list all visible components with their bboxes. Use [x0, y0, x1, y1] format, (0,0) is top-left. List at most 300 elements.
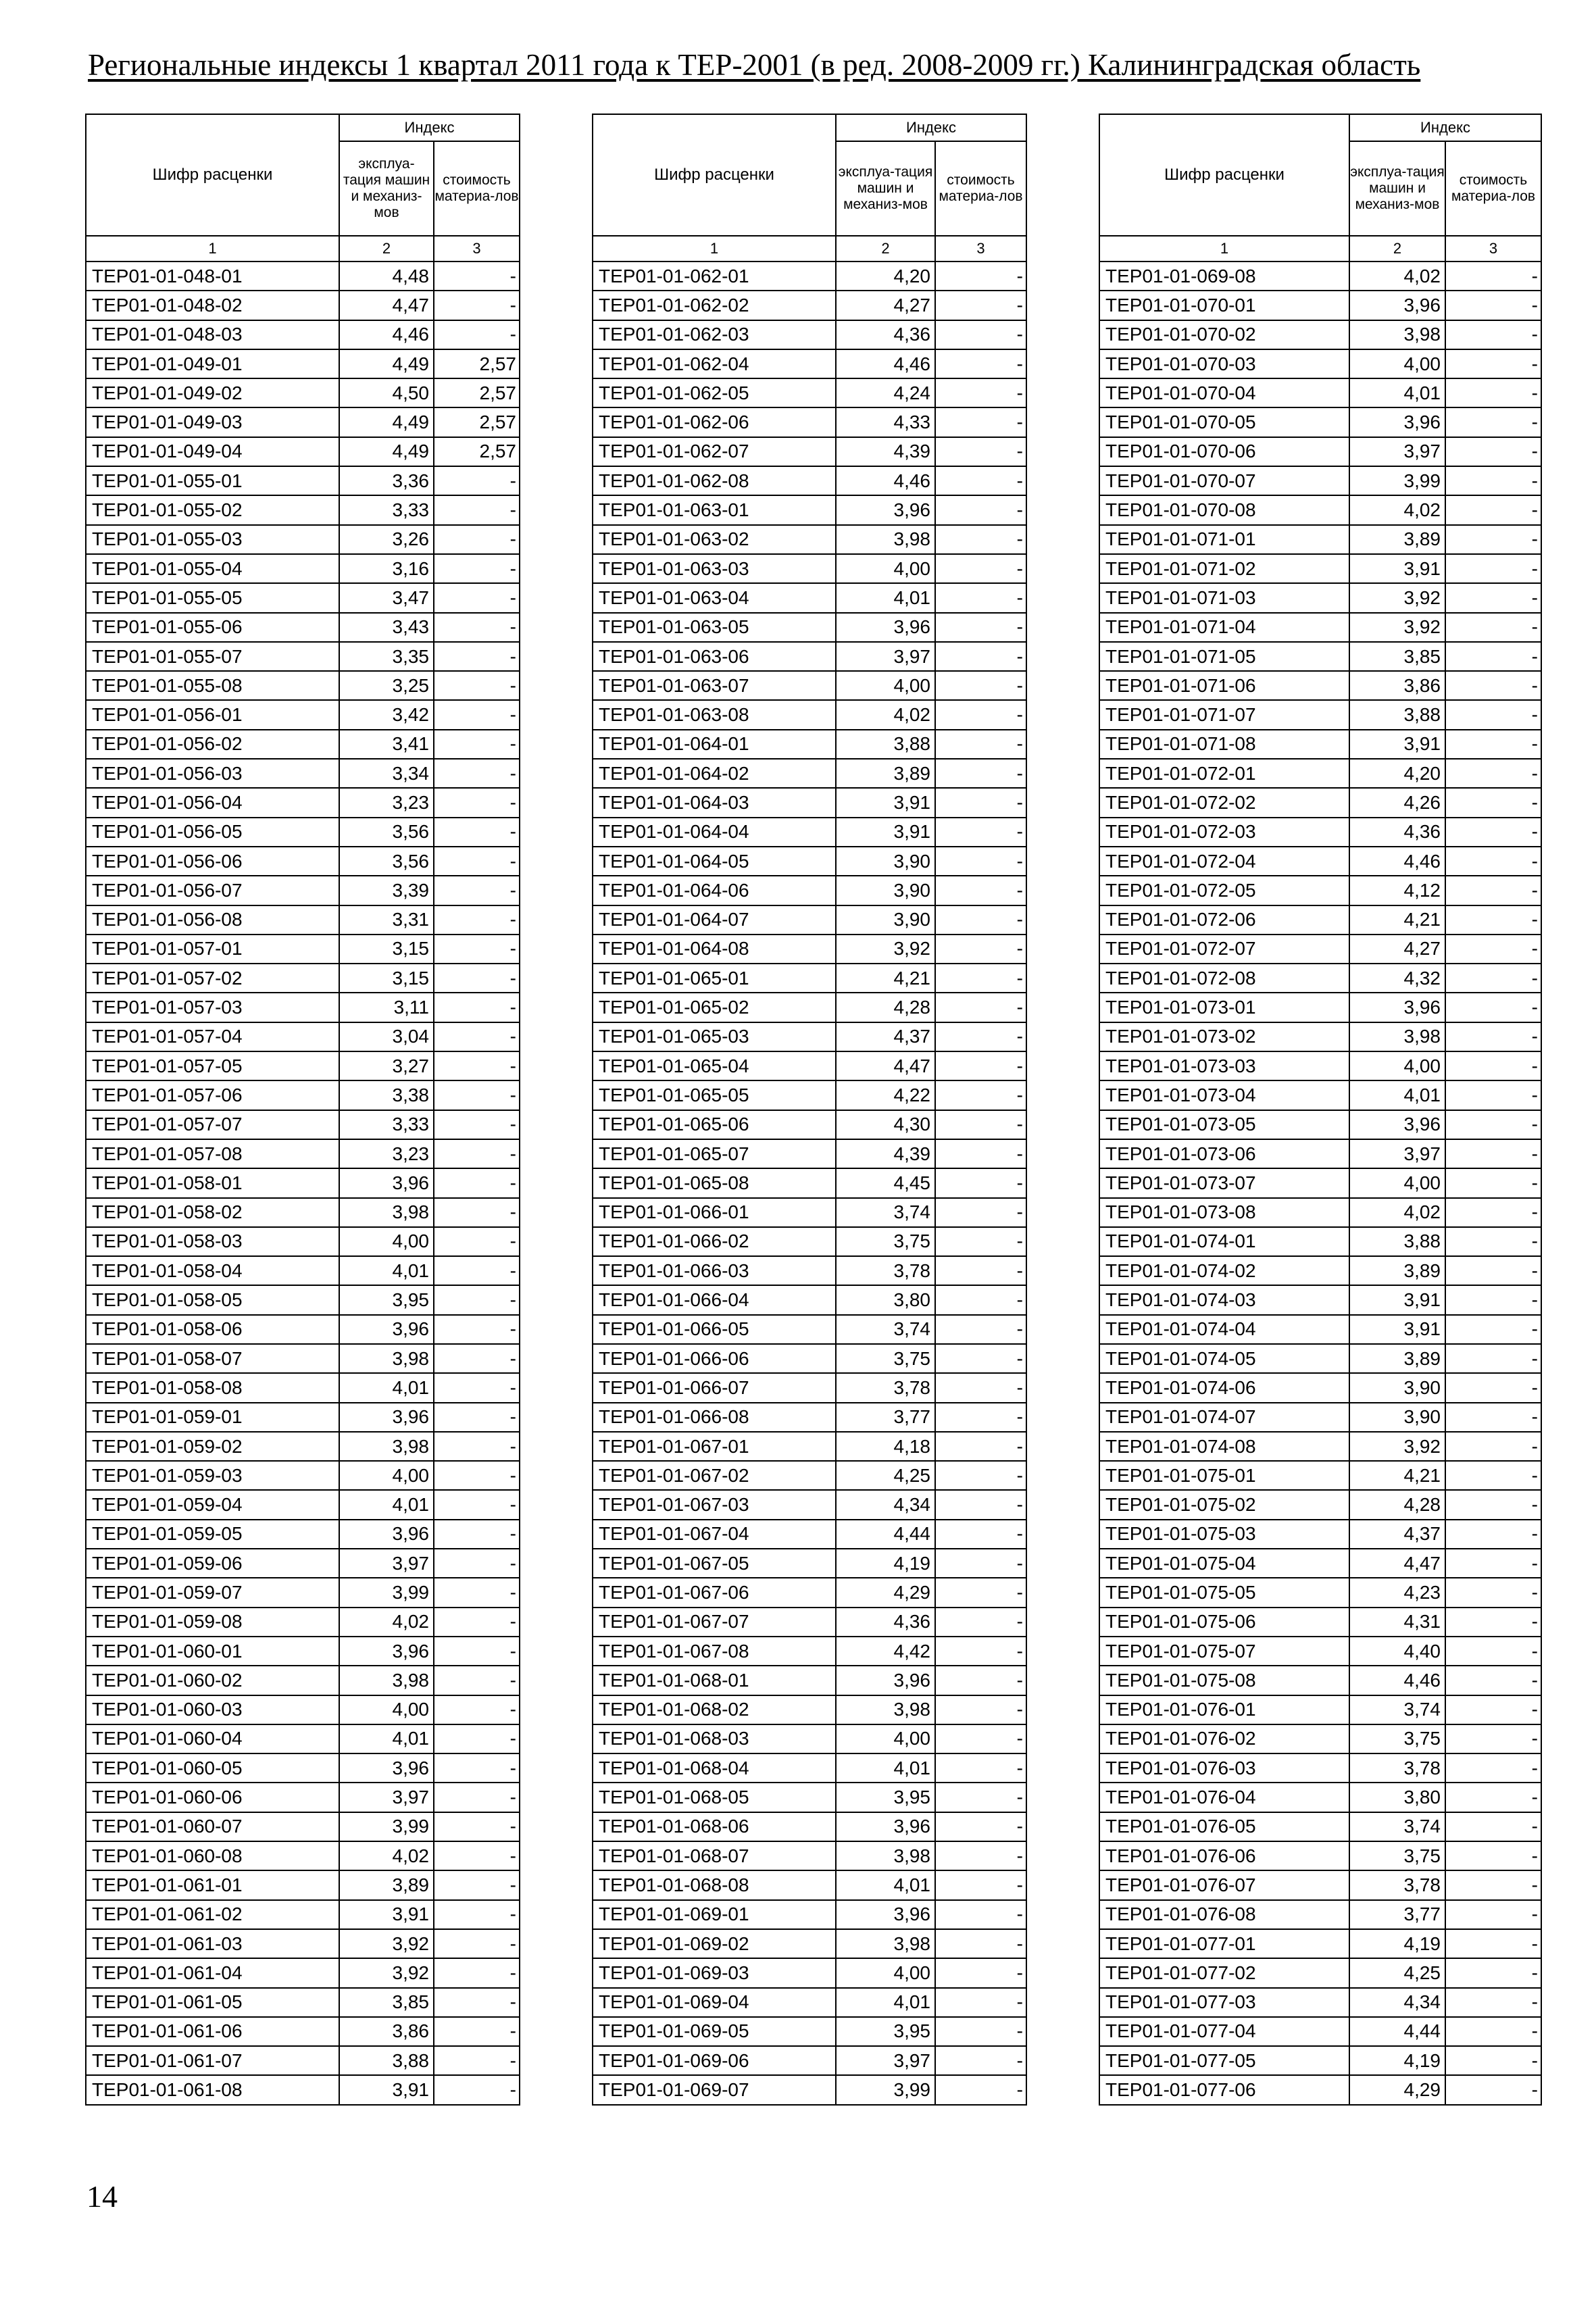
materials-index-cell: -	[434, 1753, 520, 1783]
rate-cipher-cell: ТЕР01-01-056-02	[86, 730, 339, 759]
materials-index-cell: -	[935, 642, 1026, 671]
machines-index-cell: 3,96	[1349, 407, 1445, 437]
table-row	[1099, 583, 1541, 612]
materials-index-cell: -	[935, 759, 1026, 788]
machines-index-cell: 3,96	[1349, 993, 1445, 1022]
materials-index-cell: -	[1445, 1900, 1541, 1929]
materials-index-cell: -	[935, 1198, 1026, 1227]
table-row	[1099, 613, 1541, 642]
machines-index-cell: 4,36	[836, 320, 935, 349]
table-row	[593, 847, 1026, 876]
rate-cipher-cell: ТЕР01-01-055-07	[86, 642, 339, 671]
table-row	[593, 1520, 1026, 1549]
machines-index-cell: 4,00	[836, 671, 935, 700]
table-row	[86, 876, 520, 905]
machines-index-cell: 3,99	[339, 1812, 434, 1841]
machines-index-cell: 4,00	[339, 1461, 434, 1490]
index-table-3	[1099, 114, 1542, 2106]
table-row	[1099, 1461, 1541, 1490]
header-col-number: 3	[935, 236, 1026, 262]
materials-index-cell: -	[935, 1051, 1026, 1080]
materials-index-cell: -	[1445, 964, 1541, 993]
machines-index-cell: 3,98	[836, 525, 935, 554]
materials-index-cell: -	[935, 1900, 1026, 1929]
header-col-number: 2	[1349, 236, 1445, 262]
rate-cipher-cell: ТЕР01-01-049-04	[86, 437, 339, 466]
table-row	[593, 1256, 1026, 1285]
materials-index-cell: -	[1445, 1168, 1541, 1197]
materials-index-cell: -	[434, 1666, 520, 1695]
rate-cipher-cell: ТЕР01-01-058-03	[86, 1227, 339, 1256]
materials-index-cell: -	[935, 905, 1026, 935]
rate-cipher-cell: ТЕР01-01-065-04	[593, 1051, 836, 1080]
rate-cipher-cell: ТЕР01-01-058-07	[86, 1344, 339, 1373]
machines-index-cell: 3,97	[1349, 1139, 1445, 1168]
materials-index-cell: -	[434, 1080, 520, 1110]
machines-index-cell: 4,49	[339, 407, 434, 437]
materials-index-cell: -	[1445, 1929, 1541, 1958]
materials-index-cell: -	[935, 291, 1026, 320]
machines-index-cell: 3,96	[836, 1666, 935, 1695]
index-table-1	[85, 114, 520, 2106]
machines-index-cell: 3,96	[836, 1812, 935, 1841]
machines-index-cell: 3,88	[1349, 1227, 1445, 1256]
machines-index-cell: 4,48	[339, 262, 434, 291]
materials-index-cell: -	[935, 378, 1026, 407]
materials-index-cell: -	[935, 349, 1026, 378]
machines-index-cell: 3,04	[339, 1022, 434, 1051]
materials-index-cell: -	[935, 1315, 1026, 1344]
table-row	[86, 1490, 520, 1519]
rate-cipher-cell: ТЕР01-01-063-07	[593, 671, 836, 700]
rate-cipher-cell: ТЕР01-01-066-06	[593, 1344, 836, 1373]
machines-index-cell: 3,85	[1349, 642, 1445, 671]
machines-index-cell: 3,98	[339, 1666, 434, 1695]
materials-index-cell: -	[434, 1988, 520, 2017]
table-row	[86, 1256, 520, 1285]
machines-index-cell: 3,78	[1349, 1753, 1445, 1783]
machines-index-cell: 3,90	[836, 847, 935, 876]
materials-index-cell: -	[935, 1666, 1026, 1695]
table-row	[86, 1870, 520, 1899]
table-row	[86, 407, 520, 437]
machines-index-cell: 4,00	[836, 1958, 935, 1987]
table-row	[1099, 1110, 1541, 1139]
rate-cipher-cell: ТЕР01-01-068-01	[593, 1666, 836, 1695]
machines-index-cell: 4,01	[1349, 378, 1445, 407]
rate-cipher-cell: ТЕР01-01-060-06	[86, 1783, 339, 1812]
materials-index-cell: -	[935, 1256, 1026, 1285]
table-row	[1099, 964, 1541, 993]
rate-cipher-cell: ТЕР01-01-056-01	[86, 700, 339, 729]
table-row	[86, 671, 520, 700]
header-cipher: Шифр расценки	[593, 114, 836, 236]
materials-index-cell: -	[434, 613, 520, 642]
table-row	[1099, 437, 1541, 466]
rate-cipher-cell: ТЕР01-01-076-06	[1099, 1841, 1349, 1870]
machines-index-cell: 3,77	[836, 1403, 935, 1432]
machines-index-cell: 3,74	[1349, 1812, 1445, 1841]
materials-index-cell: -	[935, 2017, 1026, 2046]
rate-cipher-cell: ТЕР01-01-063-02	[593, 525, 836, 554]
table-row	[1099, 935, 1541, 964]
table-row	[86, 1373, 520, 1402]
machines-index-cell: 4,21	[836, 964, 935, 993]
table-row	[86, 1549, 520, 1578]
table-row	[1099, 1168, 1541, 1197]
rate-cipher-cell: ТЕР01-01-065-02	[593, 993, 836, 1022]
machines-index-cell: 3,90	[836, 876, 935, 905]
machines-index-cell: 4,01	[1349, 1080, 1445, 1110]
table-row	[593, 1315, 1026, 1344]
materials-index-cell: -	[935, 1022, 1026, 1051]
materials-index-cell: -	[1445, 847, 1541, 876]
machines-index-cell: 3,89	[339, 1870, 434, 1899]
rate-cipher-cell: ТЕР01-01-071-05	[1099, 642, 1349, 671]
rate-cipher-cell: ТЕР01-01-057-04	[86, 1022, 339, 1051]
machines-index-cell: 3,36	[339, 466, 434, 495]
machines-index-cell: 4,02	[1349, 1198, 1445, 1227]
materials-index-cell: -	[935, 1988, 1026, 2017]
table-row	[593, 759, 1026, 788]
table-row	[1099, 1900, 1541, 1929]
table-row	[86, 262, 520, 291]
rate-cipher-cell: ТЕР01-01-063-08	[593, 700, 836, 729]
table-row	[1099, 378, 1541, 407]
machines-index-cell: 3,99	[339, 1578, 434, 1607]
rate-cipher-cell: ТЕР01-01-077-01	[1099, 1929, 1349, 1958]
rate-cipher-cell: ТЕР01-01-076-03	[1099, 1753, 1349, 1783]
table-row	[86, 1783, 520, 1812]
table-row	[1099, 1958, 1541, 1987]
rate-cipher-cell: ТЕР01-01-059-03	[86, 1461, 339, 1490]
rate-cipher-cell: ТЕР01-01-070-06	[1099, 437, 1349, 466]
header-col-number: 2	[339, 236, 434, 262]
rate-cipher-cell: ТЕР01-01-073-06	[1099, 1139, 1349, 1168]
table-row	[86, 1227, 520, 1256]
machines-index-cell: 3,80	[836, 1285, 935, 1314]
machines-index-cell: 3,88	[339, 2046, 434, 2075]
rate-cipher-cell: ТЕР01-01-076-04	[1099, 1783, 1349, 1812]
rate-cipher-cell: ТЕР01-01-074-07	[1099, 1403, 1349, 1432]
materials-index-cell: -	[434, 1461, 520, 1490]
materials-index-cell: -	[434, 1432, 520, 1461]
materials-index-cell: -	[434, 905, 520, 935]
materials-index-cell: -	[1445, 1958, 1541, 1987]
machines-index-cell: 4,49	[339, 349, 434, 378]
table-row	[593, 2017, 1026, 2046]
table-row	[1099, 1432, 1541, 1461]
rate-cipher-cell: ТЕР01-01-072-06	[1099, 905, 1349, 935]
header-col-number: 3	[434, 236, 520, 262]
rate-cipher-cell: ТЕР01-01-069-08	[1099, 262, 1349, 291]
machines-index-cell: 3,75	[836, 1344, 935, 1373]
table-row	[1099, 1608, 1541, 1637]
table-row	[593, 1841, 1026, 1870]
table-row	[593, 495, 1026, 524]
machines-index-cell: 3,31	[339, 905, 434, 935]
table-row	[86, 993, 520, 1022]
materials-index-cell: -	[434, 1608, 520, 1637]
materials-index-cell: -	[1445, 1988, 1541, 2017]
machines-index-cell: 4,26	[1349, 788, 1445, 817]
table-row	[86, 818, 520, 847]
rate-cipher-cell: ТЕР01-01-070-05	[1099, 407, 1349, 437]
machines-index-cell: 4,46	[836, 349, 935, 378]
table-row	[86, 1637, 520, 1666]
materials-index-cell: -	[1445, 1256, 1541, 1285]
table-row	[1099, 1373, 1541, 1402]
index-table-2	[592, 114, 1027, 2106]
materials-index-cell: -	[1445, 730, 1541, 759]
rate-cipher-cell: ТЕР01-01-074-03	[1099, 1285, 1349, 1314]
machines-index-cell: 4,36	[1349, 818, 1445, 847]
machines-index-cell: 3,95	[836, 2017, 935, 2046]
table-row	[1099, 1637, 1541, 1666]
machines-index-cell: 3,90	[1349, 1373, 1445, 1402]
machines-index-cell: 3,96	[1349, 291, 1445, 320]
table-row	[86, 2075, 520, 2104]
table-row	[86, 554, 520, 583]
table-row	[86, 1753, 520, 1783]
rate-cipher-cell: ТЕР01-01-064-04	[593, 818, 836, 847]
table-row	[1099, 788, 1541, 817]
table-row	[593, 671, 1026, 700]
materials-index-cell: -	[1445, 993, 1541, 1022]
table-row	[593, 378, 1026, 407]
table-row	[1099, 2075, 1541, 2104]
header-machines: эксплуа-тация машин и механиз-мов	[1349, 141, 1445, 236]
rate-cipher-cell: ТЕР01-01-063-04	[593, 583, 836, 612]
rate-cipher-cell: ТЕР01-01-062-01	[593, 262, 836, 291]
header-col-number: 3	[1445, 236, 1541, 262]
machines-index-cell: 3,92	[339, 1929, 434, 1958]
materials-index-cell: 2,57	[434, 349, 520, 378]
materials-index-cell: 2,57	[434, 437, 520, 466]
materials-index-cell: -	[935, 1432, 1026, 1461]
materials-index-cell: -	[1445, 291, 1541, 320]
table-row	[593, 1870, 1026, 1899]
table-row	[593, 788, 1026, 817]
rate-cipher-cell: ТЕР01-01-066-01	[593, 1198, 836, 1227]
machines-index-cell: 3,91	[339, 2075, 434, 2104]
machines-index-cell: 3,97	[1349, 437, 1445, 466]
rate-cipher-cell: ТЕР01-01-062-03	[593, 320, 836, 349]
table-row	[593, 1403, 1026, 1432]
rate-cipher-cell: ТЕР01-01-064-03	[593, 788, 836, 817]
table-row	[86, 437, 520, 466]
materials-index-cell: -	[434, 1637, 520, 1666]
table-row	[593, 818, 1026, 847]
rate-cipher-cell: ТЕР01-01-067-08	[593, 1637, 836, 1666]
rate-cipher-cell: ТЕР01-01-061-02	[86, 1900, 339, 1929]
machines-index-cell: 3,96	[339, 1403, 434, 1432]
rate-cipher-cell: ТЕР01-01-061-01	[86, 1870, 339, 1899]
machines-index-cell: 3,97	[339, 1783, 434, 1812]
machines-index-cell: 3,97	[836, 642, 935, 671]
materials-index-cell: -	[935, 1812, 1026, 1841]
materials-index-cell: -	[935, 993, 1026, 1022]
table-row	[593, 1198, 1026, 1227]
materials-index-cell: -	[434, 1958, 520, 1987]
rate-cipher-cell: ТЕР01-01-075-08	[1099, 1666, 1349, 1695]
materials-index-cell: -	[935, 1870, 1026, 1899]
rate-cipher-cell: ТЕР01-01-071-04	[1099, 613, 1349, 642]
machines-index-cell: 4,19	[836, 1549, 935, 1578]
table-row	[1099, 1666, 1541, 1695]
machines-index-cell: 3,33	[339, 495, 434, 524]
machines-index-cell: 4,21	[1349, 1461, 1445, 1490]
machines-index-cell: 3,96	[339, 1315, 434, 1344]
materials-index-cell: -	[935, 1080, 1026, 1110]
rate-cipher-cell: ТЕР01-01-077-03	[1099, 1988, 1349, 2017]
table-row	[1099, 1812, 1541, 1841]
materials-index-cell: -	[1445, 613, 1541, 642]
table-row	[1099, 818, 1541, 847]
rate-cipher-cell: ТЕР01-01-071-07	[1099, 700, 1349, 729]
table-row	[1099, 759, 1541, 788]
table-row	[1099, 1403, 1541, 1432]
header-cipher: Шифр расценки	[86, 114, 339, 236]
table-row	[593, 1461, 1026, 1490]
rate-cipher-cell: ТЕР01-01-057-06	[86, 1080, 339, 1110]
table-row	[86, 1403, 520, 1432]
table-row	[1099, 1490, 1541, 1519]
materials-index-cell: -	[434, 700, 520, 729]
machines-index-cell: 3,35	[339, 642, 434, 671]
materials-index-cell: -	[434, 1549, 520, 1578]
rate-cipher-cell: ТЕР01-01-071-06	[1099, 671, 1349, 700]
table-row	[1099, 320, 1541, 349]
materials-index-cell: -	[434, 1490, 520, 1519]
materials-index-cell: -	[1445, 262, 1541, 291]
rate-cipher-cell: ТЕР01-01-067-05	[593, 1549, 836, 1578]
table-row	[86, 1022, 520, 1051]
rate-cipher-cell: ТЕР01-01-056-04	[86, 788, 339, 817]
materials-index-cell: -	[1445, 905, 1541, 935]
materials-index-cell: -	[434, 1900, 520, 1929]
materials-index-cell: -	[434, 262, 520, 291]
rate-cipher-cell: ТЕР01-01-063-03	[593, 554, 836, 583]
table-row	[1099, 1344, 1541, 1373]
table-row	[593, 993, 1026, 1022]
rate-cipher-cell: ТЕР01-01-062-02	[593, 291, 836, 320]
header-index: Индекс	[836, 114, 1026, 141]
rate-cipher-cell: ТЕР01-01-073-08	[1099, 1198, 1349, 1227]
materials-index-cell: -	[1445, 437, 1541, 466]
machines-index-cell: 4,00	[836, 1724, 935, 1753]
rate-cipher-cell: ТЕР01-01-073-05	[1099, 1110, 1349, 1139]
rate-cipher-cell: ТЕР01-01-068-06	[593, 1812, 836, 1841]
table-row	[86, 788, 520, 817]
rate-cipher-cell: ТЕР01-01-062-08	[593, 466, 836, 495]
materials-index-cell: -	[935, 1958, 1026, 1987]
machines-index-cell: 3,15	[339, 935, 434, 964]
machines-index-cell: 3,91	[1349, 1315, 1445, 1344]
materials-index-cell: -	[935, 671, 1026, 700]
materials-index-cell: -	[434, 1139, 520, 1168]
rate-cipher-cell: ТЕР01-01-055-05	[86, 583, 339, 612]
rate-cipher-cell: ТЕР01-01-065-03	[593, 1022, 836, 1051]
table-row	[1099, 495, 1541, 524]
rate-cipher-cell: ТЕР01-01-066-02	[593, 1227, 836, 1256]
materials-index-cell: -	[434, 554, 520, 583]
materials-index-cell: -	[434, 759, 520, 788]
table-row	[593, 583, 1026, 612]
table-row	[86, 1988, 520, 2017]
rate-cipher-cell: ТЕР01-01-059-01	[86, 1403, 339, 1432]
machines-index-cell: 4,01	[836, 1753, 935, 1783]
rate-cipher-cell: ТЕР01-01-072-04	[1099, 847, 1349, 876]
materials-index-cell: -	[935, 1841, 1026, 1870]
materials-index-cell: -	[434, 1285, 520, 1314]
table-row	[1099, 1315, 1541, 1344]
machines-index-cell: 4,27	[836, 291, 935, 320]
machines-index-cell: 3,99	[836, 2075, 935, 2104]
rate-cipher-cell: ТЕР01-01-077-06	[1099, 2075, 1349, 2104]
machines-index-cell: 4,49	[339, 437, 434, 466]
machines-index-cell: 3,38	[339, 1080, 434, 1110]
machines-index-cell: 4,47	[339, 291, 434, 320]
materials-index-cell: -	[1445, 1812, 1541, 1841]
machines-index-cell: 4,20	[836, 262, 935, 291]
materials-index-cell: -	[434, 291, 520, 320]
rate-cipher-cell: ТЕР01-01-075-01	[1099, 1461, 1349, 1490]
machines-index-cell: 4,02	[1349, 495, 1445, 524]
rate-cipher-cell: ТЕР01-01-077-05	[1099, 2046, 1349, 2075]
materials-index-cell: -	[935, 495, 1026, 524]
rate-cipher-cell: ТЕР01-01-048-03	[86, 320, 339, 349]
materials-index-cell: -	[935, 554, 1026, 583]
materials-index-cell: -	[1445, 2075, 1541, 2104]
table-row	[593, 1812, 1026, 1841]
materials-index-cell: -	[935, 847, 1026, 876]
materials-index-cell: -	[1445, 1139, 1541, 1168]
rate-cipher-cell: ТЕР01-01-059-07	[86, 1578, 339, 1607]
rate-cipher-cell: ТЕР01-01-049-03	[86, 407, 339, 437]
rate-cipher-cell: ТЕР01-01-059-04	[86, 1490, 339, 1519]
rate-cipher-cell: ТЕР01-01-059-05	[86, 1520, 339, 1549]
table-row	[593, 613, 1026, 642]
machines-index-cell: 3,43	[339, 613, 434, 642]
machines-index-cell: 4,46	[1349, 847, 1445, 876]
table-row	[86, 291, 520, 320]
machines-index-cell: 3,92	[339, 1958, 434, 1987]
materials-index-cell: -	[1445, 876, 1541, 905]
rate-cipher-cell: ТЕР01-01-073-04	[1099, 1080, 1349, 1110]
materials-index-cell: 2,57	[434, 407, 520, 437]
machines-index-cell: 4,02	[339, 1841, 434, 1870]
table-row	[86, 1578, 520, 1607]
materials-index-cell: -	[434, 495, 520, 524]
materials-index-cell: -	[1445, 759, 1541, 788]
rate-cipher-cell: ТЕР01-01-066-07	[593, 1373, 836, 1402]
materials-index-cell: -	[1445, 1080, 1541, 1110]
machines-index-cell: 4,39	[836, 1139, 935, 1168]
machines-index-cell: 4,00	[1349, 1051, 1445, 1080]
machines-index-cell: 3,90	[836, 905, 935, 935]
rate-cipher-cell: ТЕР01-01-066-04	[593, 1285, 836, 1314]
header-col-number: 2	[836, 236, 935, 262]
table-row	[593, 349, 1026, 378]
table-row	[86, 1168, 520, 1197]
rate-cipher-cell: ТЕР01-01-073-01	[1099, 993, 1349, 1022]
materials-index-cell: -	[935, 1344, 1026, 1373]
table-row	[593, 730, 1026, 759]
machines-index-cell: 3,90	[1349, 1403, 1445, 1432]
table-row	[593, 1783, 1026, 1812]
machines-index-cell: 3,96	[836, 1900, 935, 1929]
